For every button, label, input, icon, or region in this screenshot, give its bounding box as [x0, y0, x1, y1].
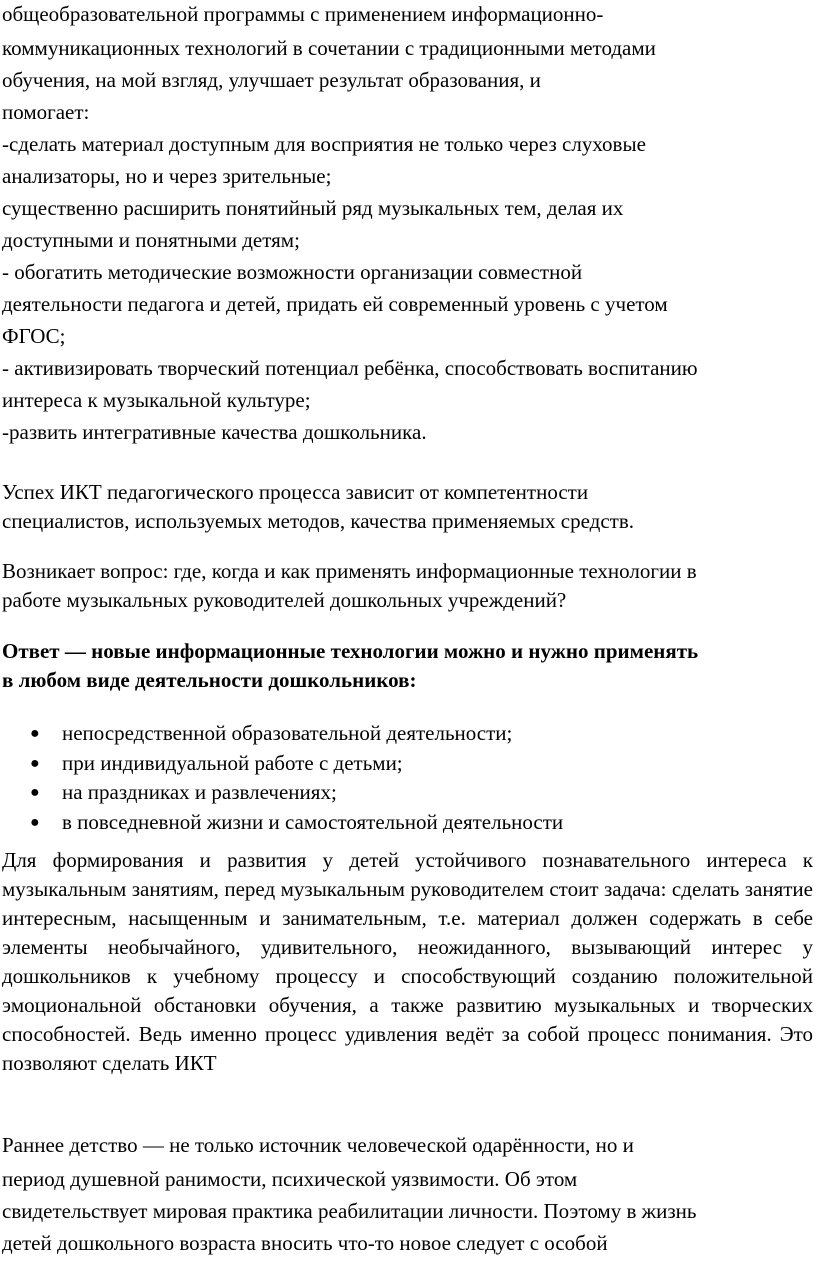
- childhood-line: период душевной ранимости, психической уязвимости. Об этом: [2, 1167, 578, 1191]
- bullet-icon: ●: [30, 725, 40, 742]
- intro-line: -развить интегративные качества дошкольника.: [2, 420, 427, 444]
- intro-line: -сделать материал доступным для восприятия не только через слуховые: [2, 132, 646, 156]
- intro-line: общеобразовательной программы с применением информационно-: [2, 2, 604, 26]
- answer-heading-line: Ответ — новые информационные технологии можно и нужно применять: [2, 639, 699, 663]
- bullet-icon: ●: [30, 754, 40, 772]
- intro-line: интереса к музыкальной культуре;: [2, 388, 311, 412]
- intro-line: доступными и понятными детям;: [2, 228, 300, 252]
- list-item: ● при индивидуальной работе с детьми;: [30, 750, 403, 775]
- bullet-icon: ●: [30, 813, 40, 831]
- activity-list: [0, 721, 563, 839]
- intro-line: - обогатить методические возможности организации совместной: [2, 260, 583, 284]
- formation-paragraph: Для формирования и развития у детей устойчивого познавательного интереса к музыкальным занятиям, перед музыкальным руководителем стоит задача: сделать занятие интересным, насыщенным и занимательным, т.е. материал должен содержать в себе элементы необычайного, удивительного, неожиданного, вызывающий интерес у дошкольников к учебному процессу и способствующий созданию положительной эмоциональной обстановки обучения, а также развитию музыкальных и творческих способностей. Ведь именно процесс удивления ведёт за собой процесс понимания. Это позволяют сделать ИКТ: [2, 848, 813, 1075]
- question-line: Возникает вопрос: где, когда и как применять информационные технологии в: [2, 559, 697, 583]
- success-line: специалистов, используемых методов, качества применяемых средств.: [2, 509, 634, 533]
- intro-line: обучения, на мой взгляд, улучшает результат образования, и: [2, 68, 541, 92]
- intro-line: анализаторы, но и через зрительные;: [2, 164, 332, 188]
- intro-line: существенно расширить понятийный ряд музыкальных тем, делая их: [2, 196, 624, 220]
- question-line: работе музыкальных руководителей дошкольных учреждений?: [2, 588, 567, 612]
- list-item: ● в повседневной жизни и самостоятельной деятельности: [30, 809, 564, 834]
- intro-line: коммуникационных технологий в сочетании с традиционными методами: [2, 36, 656, 60]
- intro-line: - активизировать творческий потенциал ребёнка, способствовать воспитанию: [2, 356, 698, 380]
- success-line: Успех ИКТ педагогического процесса зависит от компетентности: [2, 480, 589, 504]
- answer-heading-line: в любом виде деятельности дошкольников:: [2, 668, 417, 692]
- childhood-line: детей дошкольного возраста вносить что-то новое следует с особой: [2, 1231, 608, 1255]
- intro-line: деятельности педагога и детей, придать ей современный уровень с учетом: [2, 292, 668, 316]
- intro-line: ФГОС;: [2, 324, 66, 348]
- childhood-line: свидетельствует мировая практика реабилитации личности. Поэтому в жизнь: [2, 1199, 697, 1223]
- intro-line: помогает:: [2, 100, 90, 124]
- bullet-icon: ●: [30, 784, 40, 801]
- list-item: ● на праздниках и развлечениях;: [30, 780, 337, 804]
- childhood-line: Раннее детство — не только источник человеческой одарённости, но и: [2, 1133, 634, 1157]
- list-item: ● непосредственной образовательной деятельности;: [30, 721, 513, 745]
